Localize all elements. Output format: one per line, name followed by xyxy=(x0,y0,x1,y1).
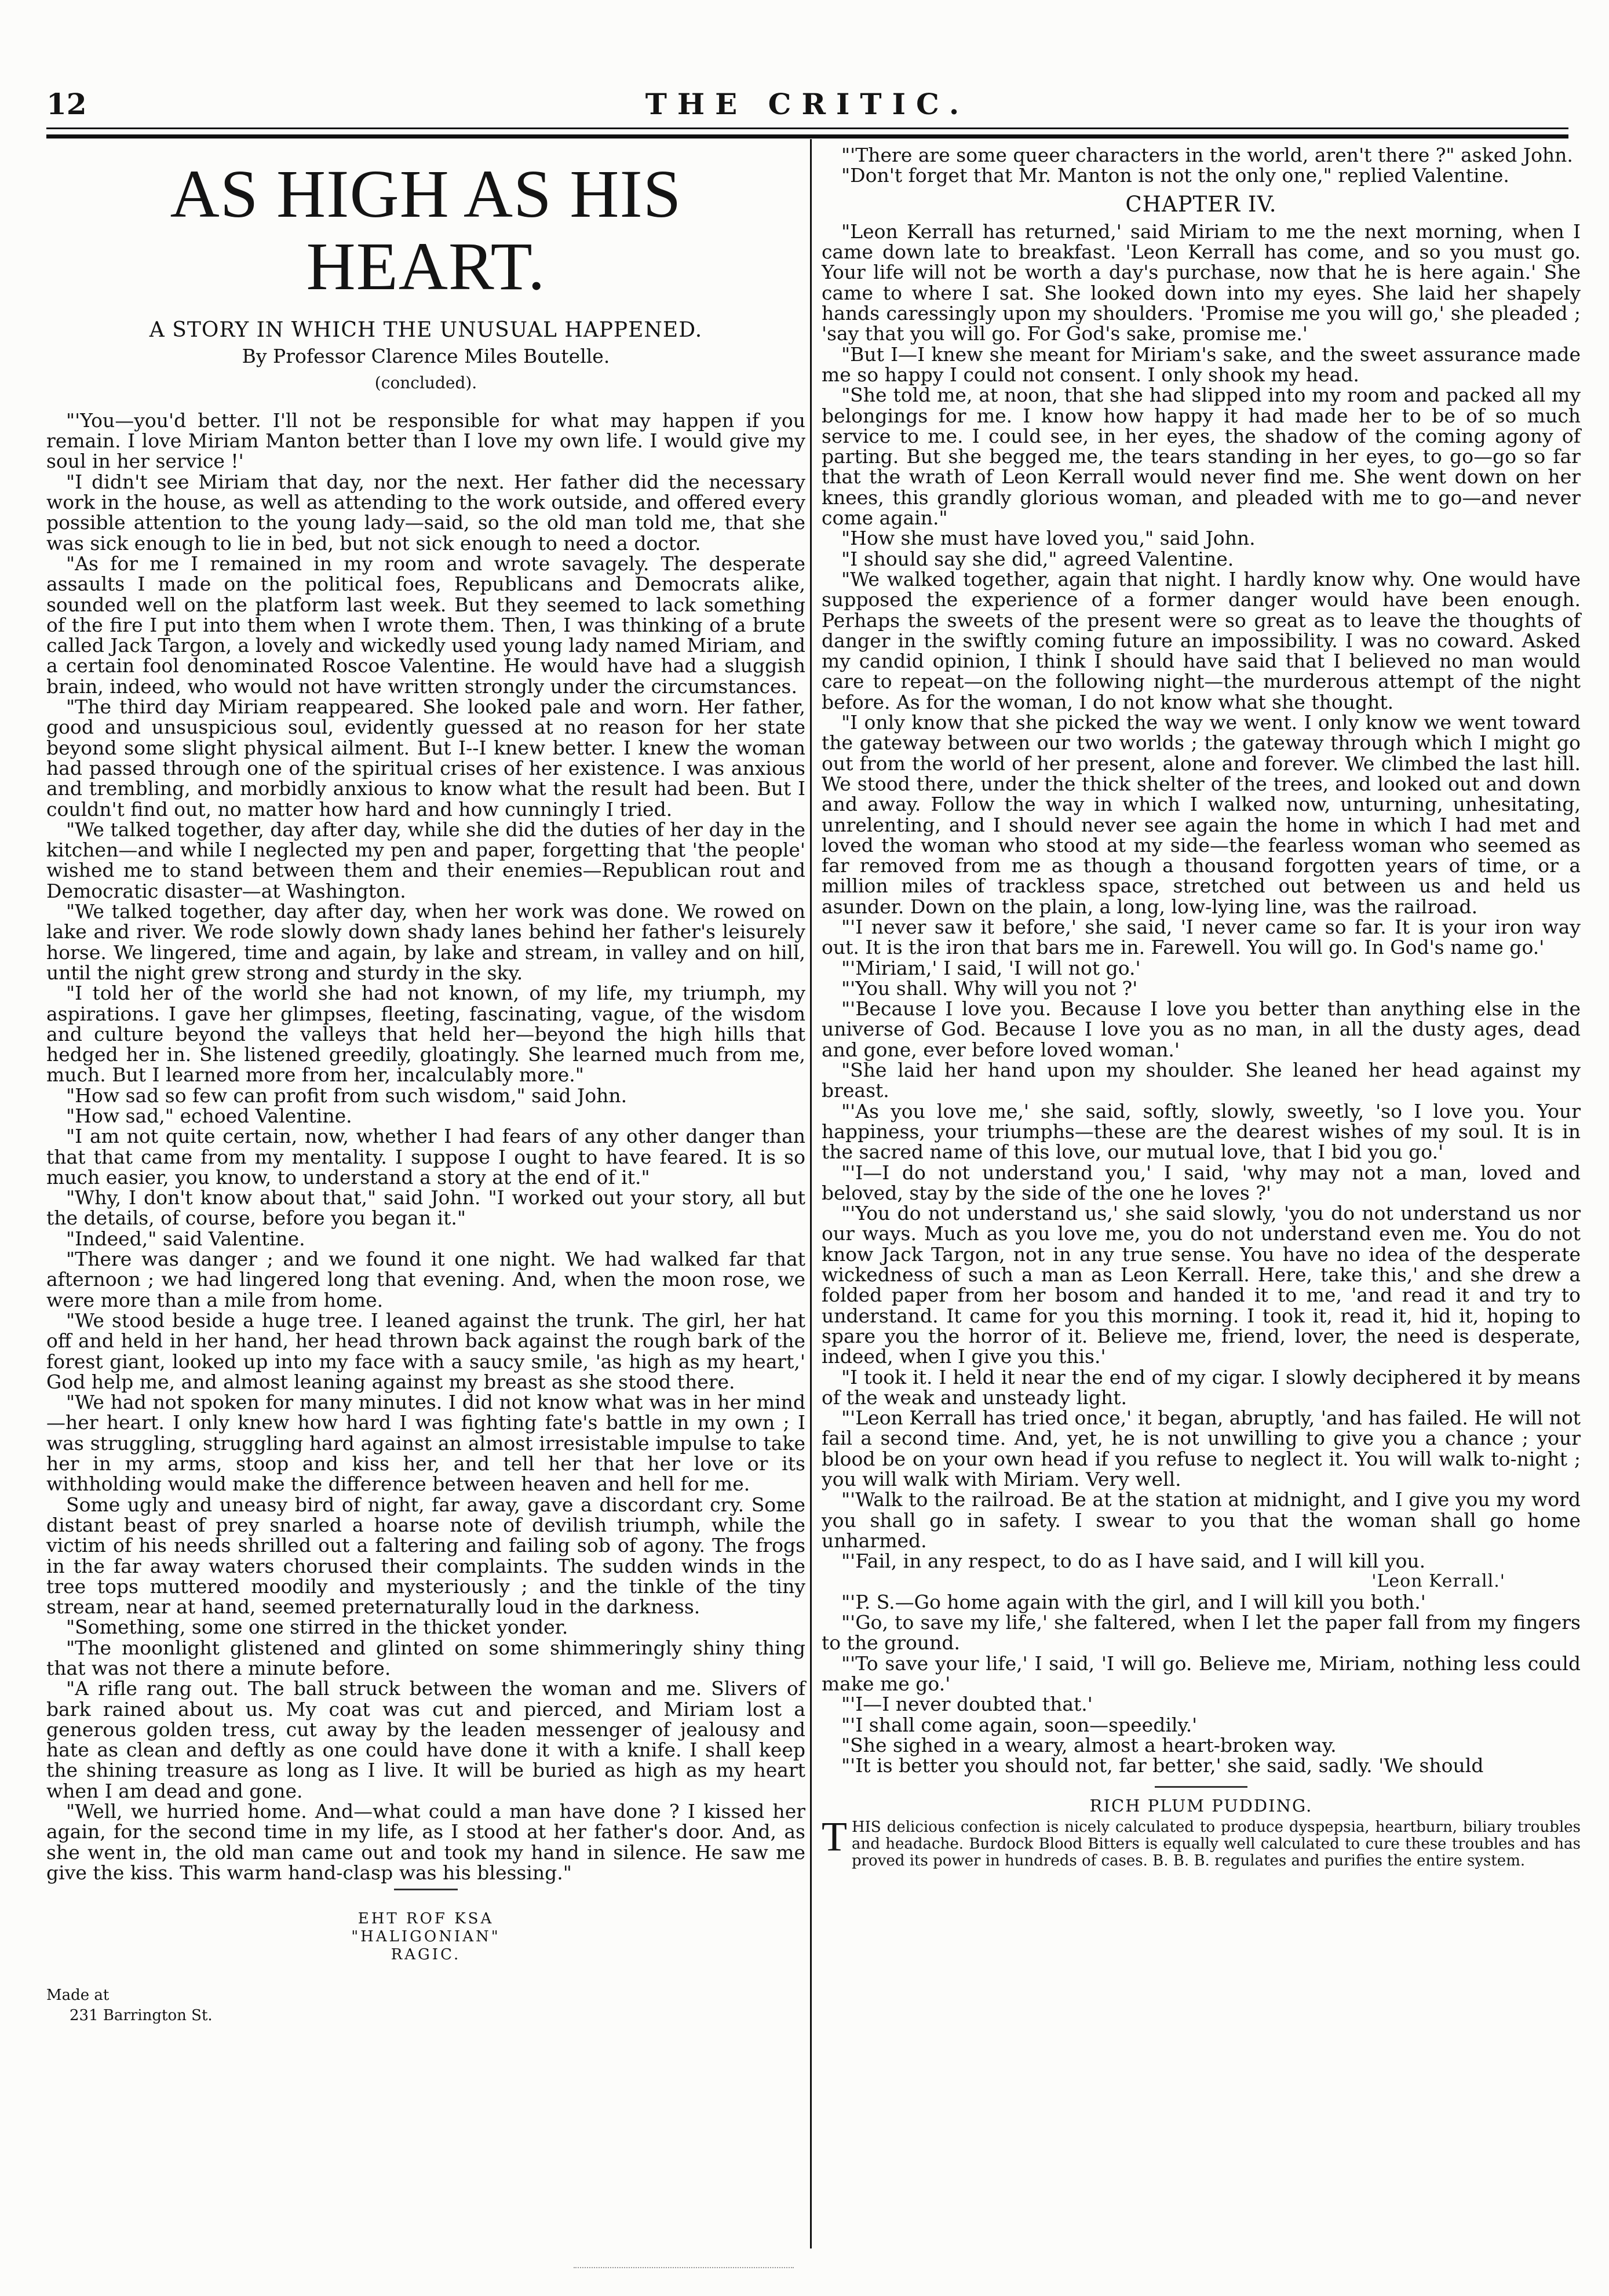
story-paragraph: "'I—I never doubted that.' xyxy=(841,1693,1093,1716)
story-paragraph: "I took it. I held it near the end of my cigar. I slowly deciphered it by means of the weak and unsteady light. xyxy=(822,1365,1581,1409)
letter-signature: 'Leon Kerrall.' xyxy=(1371,1571,1505,1592)
story-paragraph: "'You—you'd better. I'll not be responsible for what may happen if you remain. I love Miriam Manton better than I love my own life. I would give my soul in her service !' xyxy=(46,409,805,473)
story-paragraph: "She laid her hand upon my shoulder. She leaned her head against my breast. xyxy=(822,1059,1581,1102)
page-header xyxy=(46,87,1568,127)
ad-dropcap: T xyxy=(822,1813,847,1860)
left-column xyxy=(46,145,805,2032)
story-paragraph: "'Fail, in any respect, to do as I have said, and I will kill you. xyxy=(841,1550,1426,1573)
story-paragraph: "Why, I don't know about that," said John. "I worked out your story, all but the details, of course, before you began it." xyxy=(46,1186,805,1230)
header-rule-thin xyxy=(46,127,1568,129)
ad-title: RICH PLUM PUDDING. xyxy=(1089,1796,1313,1816)
story-paragraph: "'There are some queer characters in the world, aren't there ?" asked John. xyxy=(841,144,1573,166)
right-column xyxy=(822,145,1581,1869)
story-paragraph: "'It is better you should not, far better,' she said, sadly. 'We should xyxy=(841,1754,1484,1777)
ad-body xyxy=(822,1813,1581,1869)
ad-made-at: Made at xyxy=(46,1987,110,2005)
story-paragraph: "'You do not understand us,' she said slowly, 'you do not understand us nor our ways. Much as you love me, you do not understand even me. You do not know Jack Targon, not in any true sense. You have no idea of the desperate wickedness of such a man as Leon Kerrall. Here, take this,' and she drew a folded paper from her bosom and handed it to me, 'and read it and try to understand. It came for you this morning. I took it, read it, hid it, hoping to spare you the horror of it. Believe me, friend, lover, the need is desperate, indeed, when I give you this.' xyxy=(822,1202,1581,1368)
story-paragraph: "'I—I do not understand you,' I said, 'why may not a man, loved and beloved, stay by the side of the one he loves ?' xyxy=(822,1161,1581,1204)
concluded-note: (concluded). xyxy=(374,373,477,392)
story-paragraph: "We stood beside a huge tree. I leaned against the trunk. The girl, her hat off and held in her hand, her head thrown back against the rough bark of the forest giant, looked up into my face with a saucy smile, 'as high as my heart,' God help me, and almost leaning against my breast as she stood there. xyxy=(46,1309,805,1393)
story-paragraph: "'Leon Kerrall has tried once,' it began, abruptly, 'and has failed. He will not fail a second time. And, yet, he is not unwilling to give you a chance ; your blood be on your own head if you refuse to neglect it. You will walk to-night ; you will walk with Miriam. Very well. xyxy=(822,1406,1581,1490)
ad-lines xyxy=(46,1910,805,1964)
story-paragraph: "I am not quite certain, now, whether I had fears of any other danger than that that came from my mentality. I suppose I ought to have feared. It is so much easier, you know, to understand a story at the end of it." xyxy=(46,1125,805,1189)
ad-separator-right xyxy=(1155,1786,1247,1788)
story-paragraph: "'To save your life,' I said, 'I will go. Believe me, Miriam, nothing less could make me go.' xyxy=(822,1652,1581,1695)
story-paragraph: "Leon Kerrall has returned,' said Miriam to me the next morning, when I came down late to breakfast. 'Leon Kerrall has come, and so you must go. Your life will not be worth a day's purchase, now that he is here again.' She came to where I sat. She looked down into my eyes. She laid her shapely hands caressingly upon my shoulders. 'Promise me you will go,' she pleaded ; 'say that you will go. For God's sake, promise me.' xyxy=(822,220,1581,345)
story-byline: By Professor Clarence Miles Boutelle. xyxy=(242,345,610,368)
story-paragraph: "We had not spoken for many minutes. I did not know what was in her mind—her heart. I only knew how hard I was fighting fate's battle in my own ; I was struggling, struggling hard against an almost irresistable impulse to take her in my arms, stoop and kiss her, and tell her that her love or its withholding would make the difference between heaven and hell for me. xyxy=(46,1391,805,1496)
story-paragraph: "We talked together, day after day, while she did the duties of her day in the kitchen—and while I neglected my pen and paper, forgetting that 'the people' wished me to stand between them and their enemies—Republican rout and Democratic disaster—at Washington. xyxy=(46,818,805,902)
right-story-body-a xyxy=(822,145,1581,186)
story-paragraph: "How sad," echoed Valentine. xyxy=(66,1104,352,1127)
masthead: THE CRITIC. xyxy=(645,87,970,121)
ad-separator xyxy=(394,1889,458,1890)
ad-line: RAGIC. xyxy=(391,1946,461,1964)
story-subtitle: A STORY IN WHICH THE UNUSUAL HAPPENED. xyxy=(149,318,703,342)
ad-address: 231 Barrington St. xyxy=(70,2007,213,2025)
header-rule-thick xyxy=(46,134,1568,139)
story-paragraph: "Something, some one stirred in the thicket yonder. xyxy=(66,1616,568,1639)
advertisement-plum-pudding xyxy=(822,1796,1581,1869)
story-paragraph: "We talked together, day after day, when her work was done. We rowed on lake and river. We rode slowly down shady lanes behind her father's leisurely horse. We lingered, time and again, by lake and stream, in valley and on hill, until the night grew strong and sturdy in the sky. xyxy=(46,900,805,984)
story-paragraph: "'Because I love you. Because I love you better than anything else in the universe of God. Because I love you as no man, in all the dusty ages, dead and gone, ever before loved woman.' xyxy=(822,997,1581,1061)
ad-line: EHT ROF KSA xyxy=(357,1910,494,1928)
story-paragraph: "But I—I knew she meant for Miriam's sake, and the sweet assurance made me so happy I could not consent. I only shook my head. xyxy=(822,342,1581,386)
right-story-body-c xyxy=(822,1592,1581,1776)
left-story-body xyxy=(46,410,805,1883)
story-paragraph: "'Go, to save my life,' she faltered, when I let the paper fall from my fingers to the ground. xyxy=(822,1611,1581,1654)
story-title: AS HIGH AS HIS HEART. xyxy=(170,156,682,304)
story-paragraph: "How sad so few can profit from such wisdom," said John. xyxy=(66,1084,627,1107)
column-divider xyxy=(810,139,812,2248)
story-paragraph: "'I shall come again, soon—speedily.' xyxy=(841,1713,1198,1736)
story-paragraph: "How she must have loved you," said John. xyxy=(841,527,1256,550)
chapter-heading: CHAPTER IV. xyxy=(1125,191,1277,217)
story-paragraph: "I told her of the world she had not known, of my life, my triumph, my aspirations. I gave her glimpses, fleeting, fascinating, vague, of the wisdom and culture beyond the valleys that held her—beyond the high hills that hedged her in. She listened greedily, gloatingly. She learned much from me, much. But I learned more from her, incalculably more." xyxy=(46,982,805,1087)
footer-smudge xyxy=(574,2267,794,2275)
story-paragraph: "'Walk to the railroad. Be at the station at midnight, and I give you my word you shall go in safety. I swear to you that the woman shall go home unharmed. xyxy=(822,1488,1581,1552)
page-number: 12 xyxy=(46,87,87,121)
story-paragraph: "She told me, at noon, that she had slipped into my room and packed all my belongings for me. I know how happy it had made her to be of so much service to me. I could see, in her eyes, the shadow of the coming agony of parting. But she begged me, the tears standing in her eyes, to go—go so far that the wrath of Leon Kerrall would never find me. She went down on her knees, this grandly glorious woman, and pleaded with me to go—and never come again." xyxy=(822,384,1581,530)
story-paragraph: "'As you love me,' she said, softly, slowly, sweetly, 'so I love you. Your happiness, your triumphs—these are the dearest wishes of my soul. It is in the sacred name of this love, our mutual love, that I bid you go.' xyxy=(822,1099,1581,1164)
story-paragraph: "'I never saw it before,' she said, 'I never came so far. It is your iron way out. It is the iron that bars me in. Farewell. You will go. In God's name go.' xyxy=(822,915,1581,959)
story-paragraph: "She sighed in a weary, almost a heart-broken way. xyxy=(841,1733,1337,1756)
story-paragraph: "We walked together, again that night. I hardly know why. One would have supposed the experience of a former danger would have been enough. Perhaps the sweets of the present were so great as to leave the thoughts of danger in the swiftly coming future an impossibility. I was no coward. Asked my candid opinion, I think I should have said that I believed no man would care to repeat—on the following night—the murderous attempt of the night before. As for the woman, I do not know what she thought. xyxy=(822,567,1581,713)
story-paragraph: "Don't forget that Mr. Manton is not the only one," replied Valentine. xyxy=(841,164,1509,187)
story-paragraph: "I didn't see Miriam that day, nor the next. Her father did the necessary work in the house, as well as attending to the work outside, and offered every possible attention to the young lady—said, so the old man told me, that she was sick enough to lie in bed, but not sick enough to need a doctor. xyxy=(46,470,805,555)
story-paragraph: "I should say she did," agreed Valentine. xyxy=(841,547,1234,570)
story-paragraph: "Well, we hurried home. And—what could a man have done ? I kissed her again, for the second time in my life, as I stood at her father's door. And, as she went in, the old man came out and took my hand in silence. He saw me give the kiss. This warm hand-clasp was his blessing." xyxy=(46,1800,805,1884)
story-paragraph: "Indeed," said Valentine. xyxy=(66,1227,305,1250)
story-paragraph: "'P. S.—Go home again with the girl, and I will kill you both.' xyxy=(841,1590,1426,1613)
story-paragraph: "As for me I remained in my room and wrote savagely. The desperate assaults I made on the political foes, Republicans and Democrats alike, sounded well on the platform last week. But they seemed to lack something of the fire I put into them when I wrote them. Then, I was thinking of a brute called Jack Targon, a lovely and wickedly used young lady named Miriam, and a certain fool denominated Roscoe Valentine. He would have had a sluggish brain, indeed, who would not have written strongly under the circumstances. xyxy=(46,552,805,698)
right-story-body-b xyxy=(822,221,1581,1572)
ad-line: "HALIGONIAN" xyxy=(351,1928,501,1946)
story-paragraph: "I only know that she picked the way we went. I only know we went toward the gateway between our two worlds ; the gateway through which I might go out from the world of her present, alone and forever. We climbed the last hill. We stood there, under the thick shelter of the trees, and looked out and down and away. Follow the way in which I walked now, unturning, unhesitating, unrelenting, and I should never see again the home in which I had met and loved the woman who stood at my side—the fearless woman who seemed as far removed from me as though a thousand forgotten years of time, or a million miles of trackless space, stretched out between us and held us asunder. Down on the plain, a long, low-lying line, was the railroad. xyxy=(822,711,1581,918)
story-paragraph: "A rifle rang out. The ball struck between the woman and me. Slivers of bark rained about us. My coat was cut and pierced, and Miriam lost a generous golden tress, cut away by the leaden messenger of jealousy and hate as clean and deftly as one could have done it with a knife. I shall keep the shining treasure as long as I live. It will be buried as high as my heart when I am dead and gone. xyxy=(46,1677,805,1802)
story-paragraph: "There was danger ; and we found it one night. We had walked far that afternoon ; we had lingered long that evening. And, when the moon rose, we were more than a mile from home. xyxy=(46,1248,805,1311)
story-paragraph: "The third day Miriam reappeared. She looked pale and worn. Her father, good and unsuspicious soul, evidently guessed at no reason for her state beyond some slight physical ailment. But I--I knew better. I knew the woman had passed through one of the spiritual crises of her existence. I was anxious and trembling, and morbidly anxious to know what the result had been. But I couldn't find out, no matter how hard and how cunningly I tried. xyxy=(46,695,805,821)
story-paragraph: "'Miriam,' I said, 'I will not go.' xyxy=(841,956,1141,979)
ad-body-text: HIS delicious confection is nicely calculated to produce dyspepsia, heartburn, biliary troubles and headache. Burdock Blood Bitters is equally well calculated to cure these troubles and has proved its power in hundreds of cases. B. B. B. regulates and purifies the entire system. xyxy=(851,1818,1581,1869)
story-paragraph: "The moonlight glistened and glinted on some shimmeringly shiny thing that was not there a minute before. xyxy=(46,1636,805,1679)
advertisement-haligonian xyxy=(46,1910,805,2032)
story-paragraph: Some ugly and uneasy bird of night, far away, gave a discordant cry. Some distant beast of prey snarled a hoarse note of devilish triumph, while the victim of his needs shrilled out a faltering and failing sob of agony. The frogs in the far away waters chorused their complaints. The sudden winds in the tree tops muttered moodily and mysteriously ; and the tinkle of the tiny stream, near at hand, seemed preternaturally loud in the darkness. xyxy=(46,1493,805,1619)
story-paragraph: "'You shall. Why will you not ?' xyxy=(841,976,1138,1000)
